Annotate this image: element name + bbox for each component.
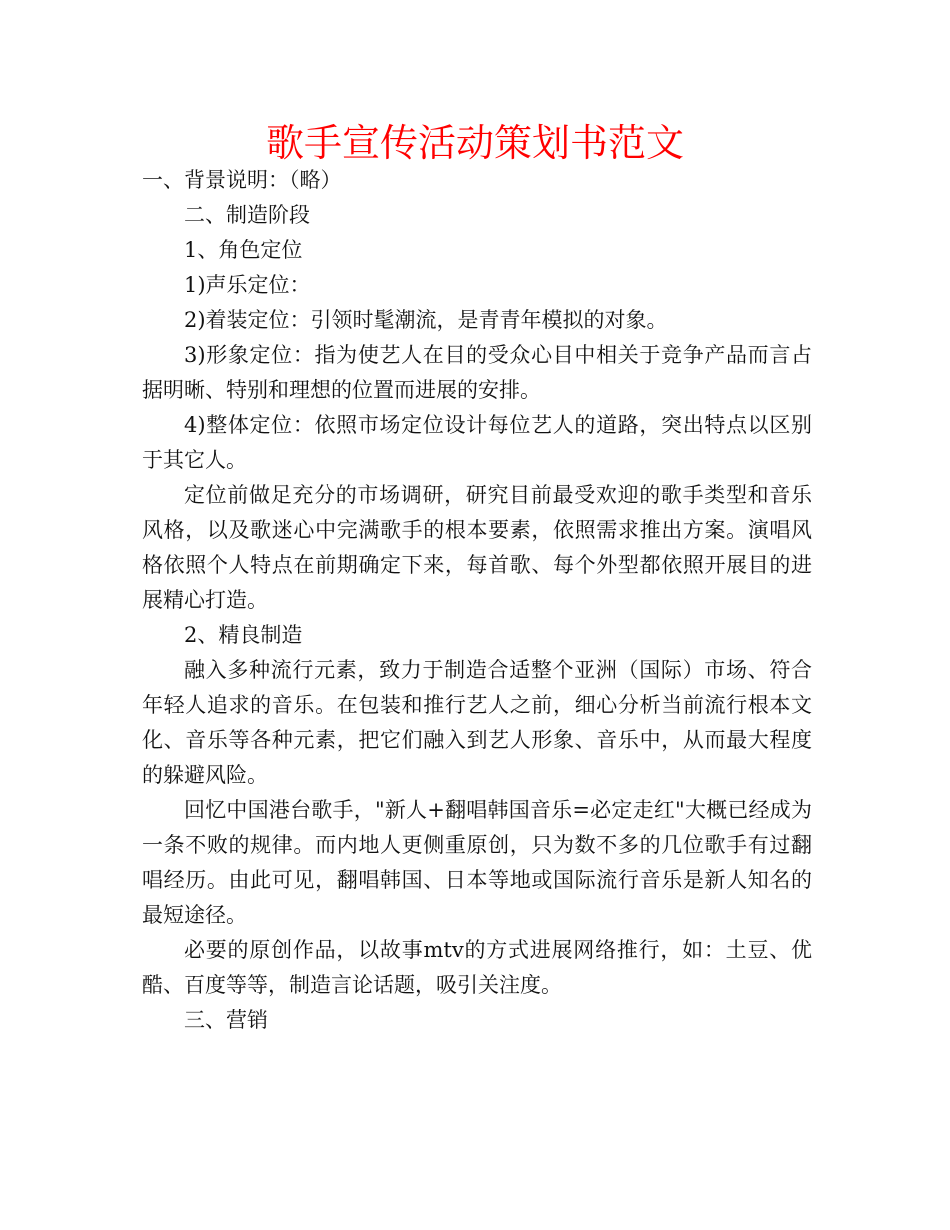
paragraph-overall-positioning: 4)整体定位：依照市场定位设计每位艺人的道路，突出特点以区别于其它人。	[142, 413, 812, 472]
paragraph-market-research: 定位前做足充分的市场调研，研究目前最受欢迎的歌手类型和音乐风格，以及歌迷心中完满歌手的根本要素，依照需求推出方案。演唱风格依照个人特点在前期确定下来，每首歌、每个外型都依照开展目的进展精心打造。	[142, 483, 812, 612]
paragraph-dress-positioning: 2)着装定位：引领时髦潮流，是青青年模拟的对象。	[184, 308, 668, 332]
paragraph-vocal-positioning: 1)声乐定位：	[184, 273, 311, 297]
paragraph-marketing: 三、营销	[184, 1008, 268, 1032]
paragraph-production-stage: 二、制造阶段	[184, 203, 310, 227]
paragraph-original-works: 必要的原创作品，以故事mtv的方式进展网络推行，如：土豆、优酷、百度等等，制造言论话题，吸引关注度。	[142, 938, 812, 997]
document-body	[142, 163, 812, 1038]
paragraph-pop-elements: 融入多种流行元素，致力于制造合适整个亚洲（国际）市场、符合年轻人追求的音乐。在包装和推行艺人之前，细心分析当前流行根本文化、音乐等各种元素，把它们融入到艺人形象、音乐中，从而最大程度的躲避风险。	[142, 658, 812, 787]
paragraph-background: 一、背景说明：（略）	[142, 168, 342, 192]
paragraph-image-positioning: 3)形象定位：指为使艺人在目的受众心目中相关于竞争产品而言占据明晰、特别和理想的位置而进展的安排。	[142, 343, 812, 402]
paragraph-cover-songs: 回忆中国港台歌手，"新人+翻唱韩国音乐=必定走红"大概已经成为一条不败的规律。而内地人更侧重原创，只为数不多的几位歌手有过翻唱经历。由此可见，翻唱韩国、日本等地或国际流行音乐是新人知名的最短途径。	[142, 798, 812, 927]
paragraph-fine-production: 2、精良制造	[184, 623, 303, 647]
document-title: 歌手宣传活动策划书范文	[265, 121, 684, 165]
paragraph-role-positioning: 1、角色定位	[184, 238, 303, 262]
